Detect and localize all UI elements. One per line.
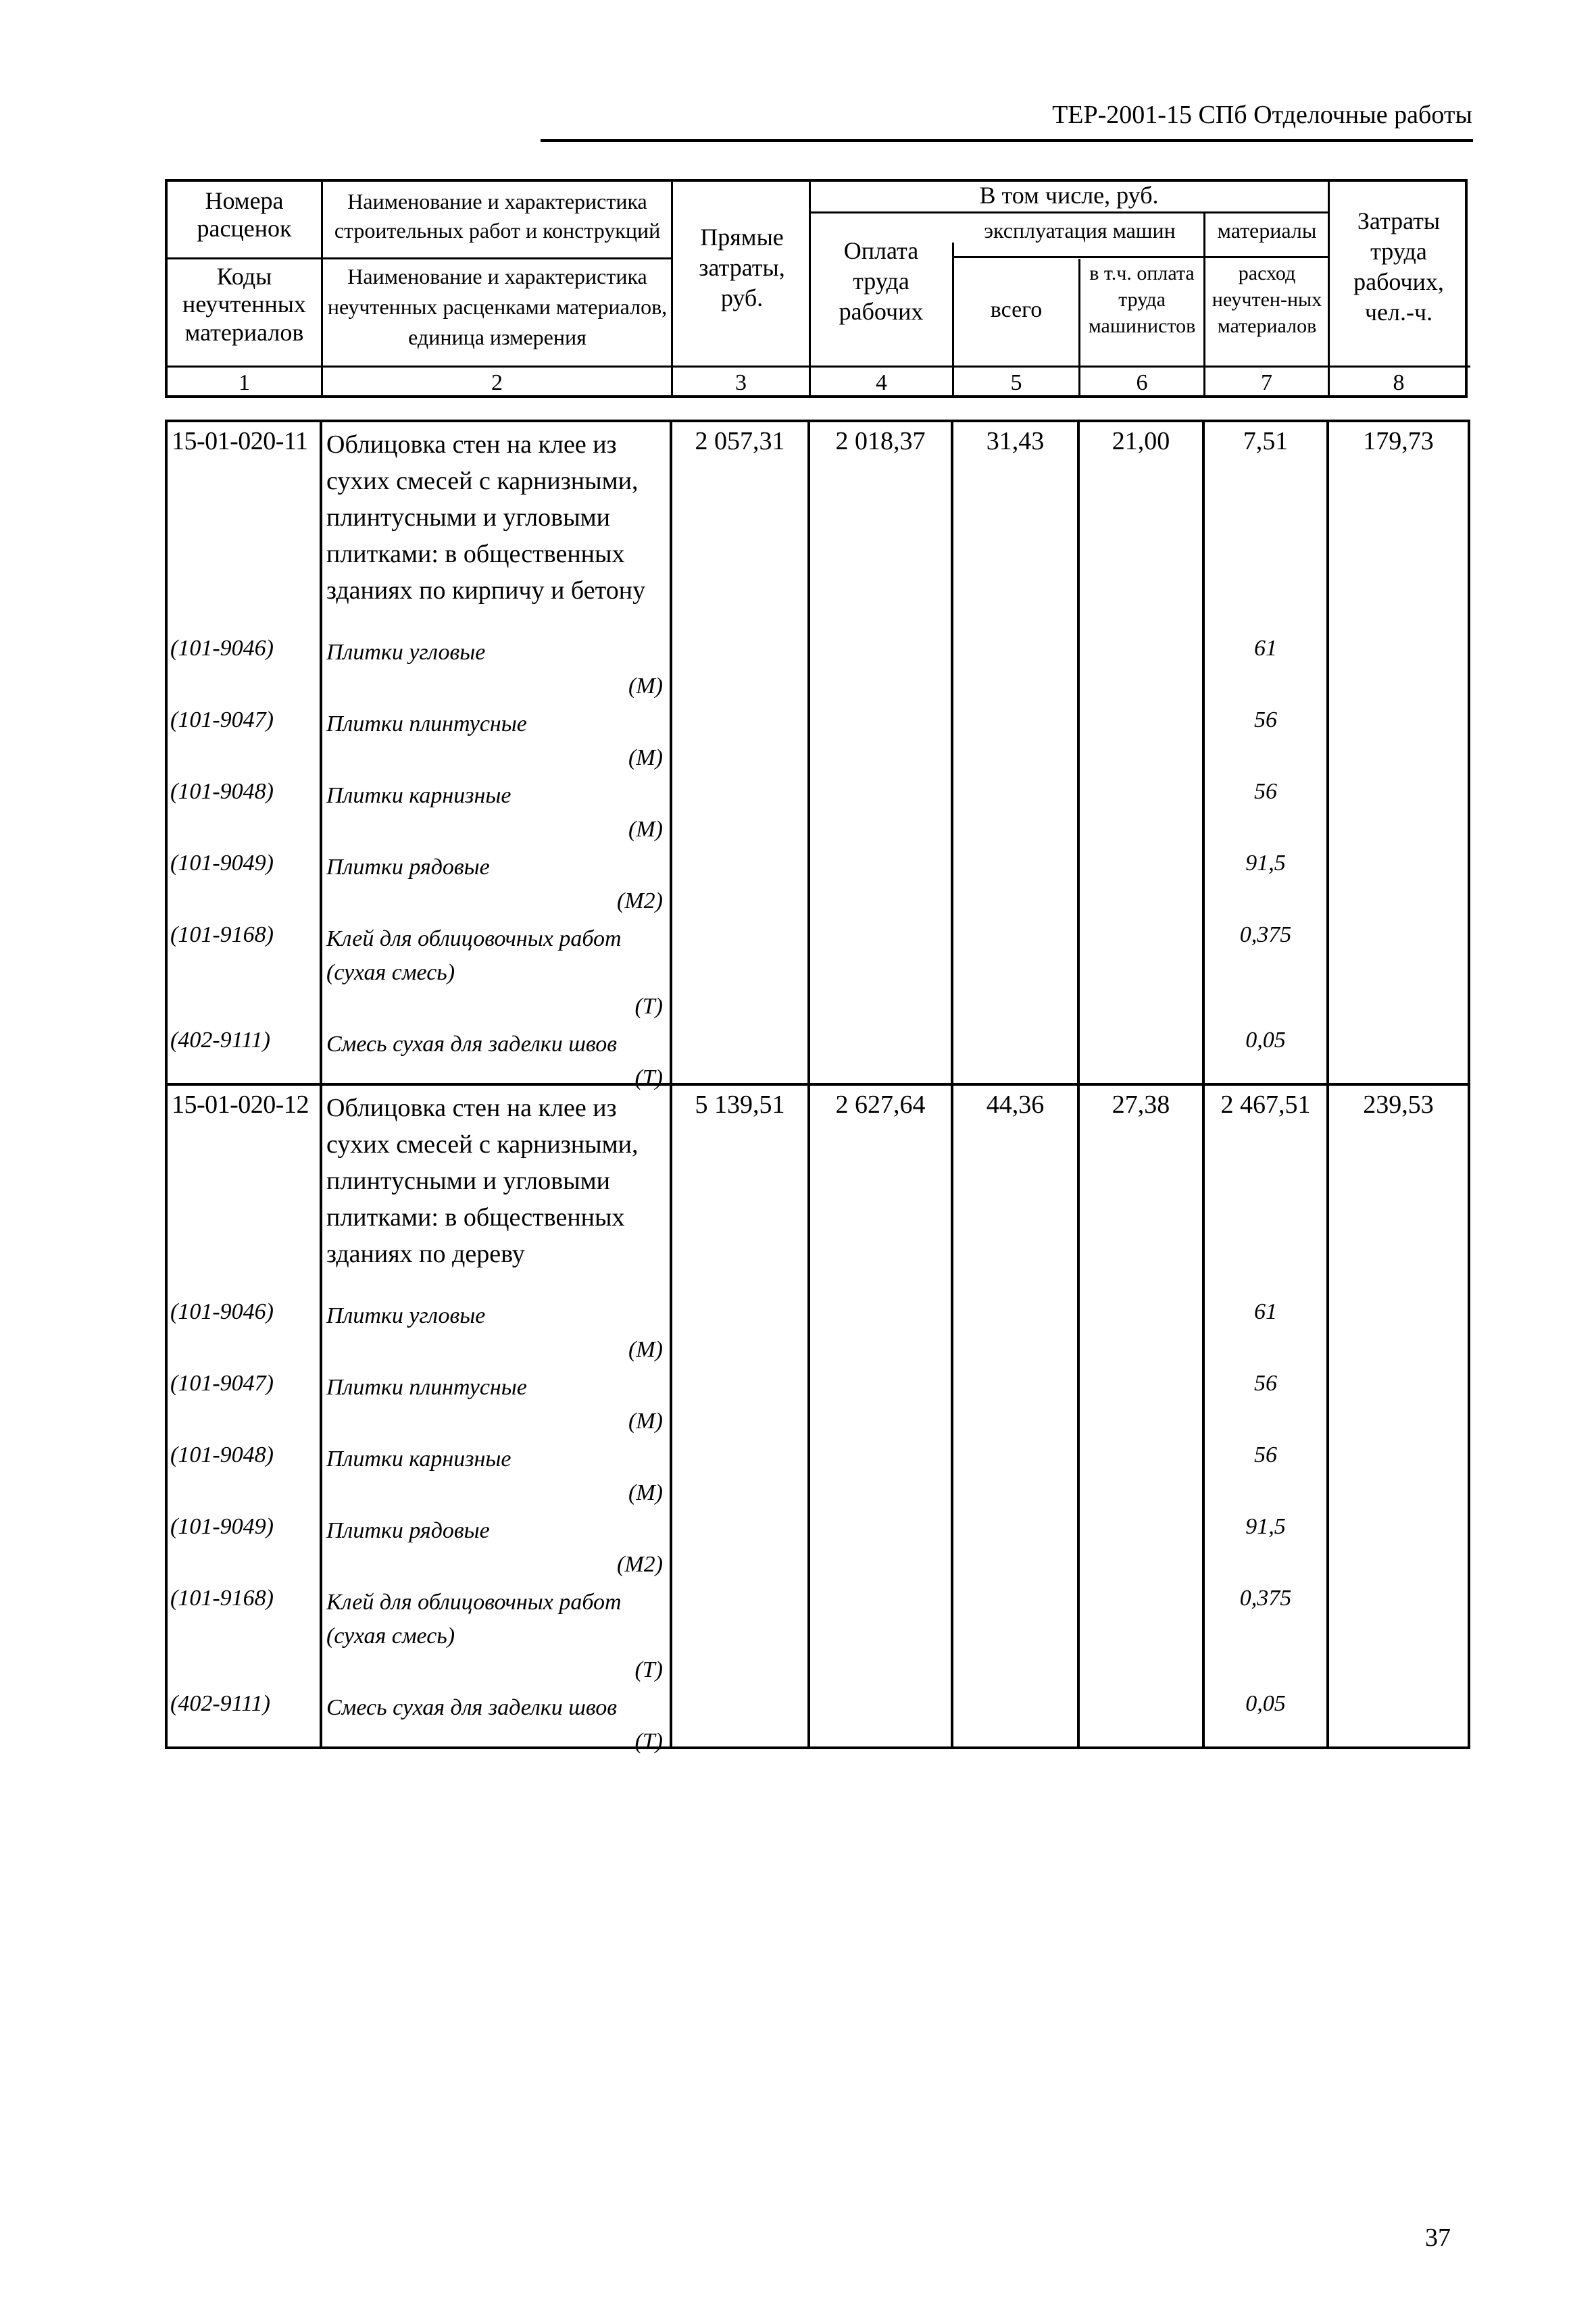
col-material-name-heading: Наименование и характеристика неучтенных расценками материалов, единица измерения bbox=[327, 264, 668, 349]
material-row bbox=[166, 1675, 1469, 1748]
material-name-text: Плитки карнизные bbox=[326, 783, 512, 808]
material-row bbox=[166, 1283, 1469, 1355]
material-quantity: 61 bbox=[1254, 636, 1277, 661]
material-unit: (М2) bbox=[617, 888, 663, 913]
material-name-text: Плитки карнизные bbox=[326, 1447, 512, 1472]
col-number-6: 6 bbox=[1136, 370, 1148, 395]
header-divider bbox=[321, 182, 323, 395]
machinists-pay: 21,00 bbox=[1112, 427, 1170, 455]
material-unit: (М) bbox=[628, 1337, 663, 1362]
header-rule-numbers bbox=[168, 366, 1470, 368]
material-code: (402-9111) bbox=[170, 1691, 270, 1716]
material-row bbox=[166, 1498, 1469, 1569]
material-row bbox=[166, 1426, 1469, 1498]
machines-total: 44,36 bbox=[986, 1090, 1045, 1119]
material-row bbox=[166, 1569, 1469, 1675]
material-code: (101-9047) bbox=[170, 1371, 274, 1396]
col-number-3: 3 bbox=[735, 370, 747, 395]
material-quantity: 56 bbox=[1254, 1371, 1277, 1396]
document-title: ТЕР-2001-15 СПб Отделочные работы bbox=[1052, 101, 1472, 129]
col-machines-total-heading: всего bbox=[990, 297, 1043, 322]
material-code: (101-9046) bbox=[170, 1299, 274, 1324]
col-labor-pay-heading: Оплата труда рабочих bbox=[839, 237, 924, 325]
material-quantity: 0,05 bbox=[1245, 1691, 1286, 1716]
col-number-7: 7 bbox=[1261, 370, 1272, 395]
material-row bbox=[166, 1355, 1469, 1426]
material-name-text: Смесь сухая для заделки швов bbox=[326, 1695, 617, 1720]
material-quantity: 61 bbox=[1254, 1299, 1277, 1324]
rate-row bbox=[166, 1084, 1469, 1283]
col-group-heading: В том числе, руб. bbox=[979, 182, 1159, 209]
material-quantity: 0,375 bbox=[1239, 1586, 1292, 1611]
material-code: (402-9111) bbox=[170, 1028, 270, 1053]
machinists-pay: 27,38 bbox=[1112, 1090, 1170, 1119]
material-row bbox=[166, 1011, 1469, 1084]
material-row bbox=[166, 620, 1469, 691]
header-rule bbox=[541, 139, 1473, 142]
material-name-text: Плитки плинтусные bbox=[326, 1375, 527, 1400]
material-row bbox=[166, 906, 1469, 1011]
labor-pay: 2 627,64 bbox=[835, 1090, 926, 1119]
material-row bbox=[166, 834, 1469, 906]
header-divider bbox=[1328, 182, 1330, 395]
col-work-name-heading: Наименование и характеристика строительных работ и конструкций bbox=[334, 189, 661, 243]
material-name-text: Клей для облицовочных работ (сухая смесь) bbox=[326, 1590, 622, 1649]
rate-row bbox=[166, 421, 1469, 620]
material-code: (101-9168) bbox=[170, 922, 274, 947]
table-column-header bbox=[165, 179, 1468, 398]
material-name-text: Плитки угловые bbox=[326, 1303, 486, 1328]
header-rule-group bbox=[809, 211, 1328, 213]
col-machines-heading: эксплуатация машин bbox=[984, 218, 1176, 243]
col-direct-cost-heading: Прямые затраты, руб. bbox=[699, 224, 785, 311]
material-unit: (Т) bbox=[634, 994, 663, 1019]
material-quantity: 91,5 bbox=[1245, 851, 1286, 876]
material-unit: (Т) bbox=[634, 1729, 663, 1754]
material-unit: (М) bbox=[628, 1409, 663, 1434]
material-unit: (Т) bbox=[634, 1657, 663, 1682]
material-quantity: 56 bbox=[1254, 1442, 1277, 1467]
material-code: (101-9049) bbox=[170, 851, 274, 876]
col-number-2: 2 bbox=[491, 370, 503, 395]
material-code: (101-9049) bbox=[170, 1514, 274, 1539]
direct-cost: 5 139,51 bbox=[695, 1090, 785, 1119]
material-name bbox=[322, 1586, 670, 1687]
material-code: (101-9168) bbox=[170, 1586, 274, 1611]
material-code: (101-9048) bbox=[170, 779, 274, 804]
header-rule-machines bbox=[952, 256, 1328, 258]
material-unit: (М) bbox=[628, 1480, 663, 1505]
labor-hours: 239,53 bbox=[1363, 1090, 1434, 1119]
labor-pay: 2 018,37 bbox=[835, 427, 926, 455]
direct-cost: 2 057,31 bbox=[695, 427, 785, 455]
col-materials-heading: материалы bbox=[1217, 218, 1317, 243]
material-code: (101-9048) bbox=[170, 1442, 274, 1467]
material-unit: (М) bbox=[628, 745, 663, 770]
material-code: (101-9046) bbox=[170, 636, 274, 661]
rate-code: 15-01-020-11 bbox=[172, 427, 308, 455]
col-material-code-heading: Коды неучтенных материалов bbox=[182, 263, 306, 346]
material-name-text: Плитки рядовые bbox=[326, 1518, 490, 1543]
material-name-text: Плитки рядовые bbox=[326, 855, 490, 880]
rate-description: Облицовка стен на клее из сухих смесей с карнизными, плинтусными и угловыми плитками: в общественных зданиях по дереву bbox=[326, 1094, 639, 1268]
header-divider bbox=[671, 182, 673, 395]
col-number-5: 5 bbox=[1010, 370, 1022, 395]
material-name-text: Смесь сухая для заделки швов bbox=[326, 1032, 617, 1057]
material-row bbox=[166, 763, 1469, 834]
rates-table bbox=[165, 420, 1470, 1754]
col-labor-hours-heading: Затраты труда рабочих, чел.-ч. bbox=[1353, 207, 1444, 326]
material-quantity: 0,375 bbox=[1239, 922, 1292, 947]
header-rule-split bbox=[168, 257, 671, 259]
material-quantity: 91,5 bbox=[1245, 1514, 1286, 1539]
col-number-8: 8 bbox=[1393, 370, 1405, 395]
material-quantity: 56 bbox=[1254, 707, 1277, 732]
labor-hours: 179,73 bbox=[1363, 427, 1434, 455]
col-unaccounted-materials-heading: расход неучтен-ных материалов bbox=[1212, 262, 1322, 337]
col-number-4: 4 bbox=[876, 370, 887, 395]
rate-description: Облицовка стен на клее из сухих смесей с карнизными, плинтусными и угловыми плитками: в общественных зданиях по кирпичу и бетону bbox=[326, 430, 646, 605]
material-code: (101-9047) bbox=[170, 707, 274, 732]
material-quantity: 56 bbox=[1254, 779, 1277, 804]
material-name-text: Плитки плинтусные bbox=[326, 711, 527, 736]
machines-total: 31,43 bbox=[986, 427, 1045, 455]
col-number-1: 1 bbox=[239, 370, 250, 395]
material-name bbox=[322, 922, 670, 1024]
material-unit: (М) bbox=[628, 817, 663, 842]
material-unit: (М2) bbox=[617, 1552, 663, 1577]
material-unit: (М) bbox=[628, 674, 663, 699]
page-number: 37 bbox=[1425, 2223, 1451, 2252]
material-name-text: Плитки угловые bbox=[326, 640, 486, 665]
rate-code: 15-01-020-12 bbox=[172, 1090, 309, 1119]
material-unit: (Т) bbox=[634, 1065, 663, 1090]
header-divider bbox=[809, 182, 811, 395]
col-machinists-pay-heading: в т.ч. оплата труда машинистов bbox=[1088, 262, 1196, 337]
material-row bbox=[166, 691, 1469, 763]
material-name bbox=[322, 1691, 670, 1759]
material-name-text: Клей для облицовочных работ (сухая смесь) bbox=[326, 926, 622, 985]
materials-cost: 2 467,51 bbox=[1220, 1090, 1311, 1119]
material-quantity: 0,05 bbox=[1245, 1028, 1286, 1053]
materials-cost: 7,51 bbox=[1243, 427, 1289, 455]
col-rate-number-heading: Номера расценок bbox=[197, 187, 292, 243]
